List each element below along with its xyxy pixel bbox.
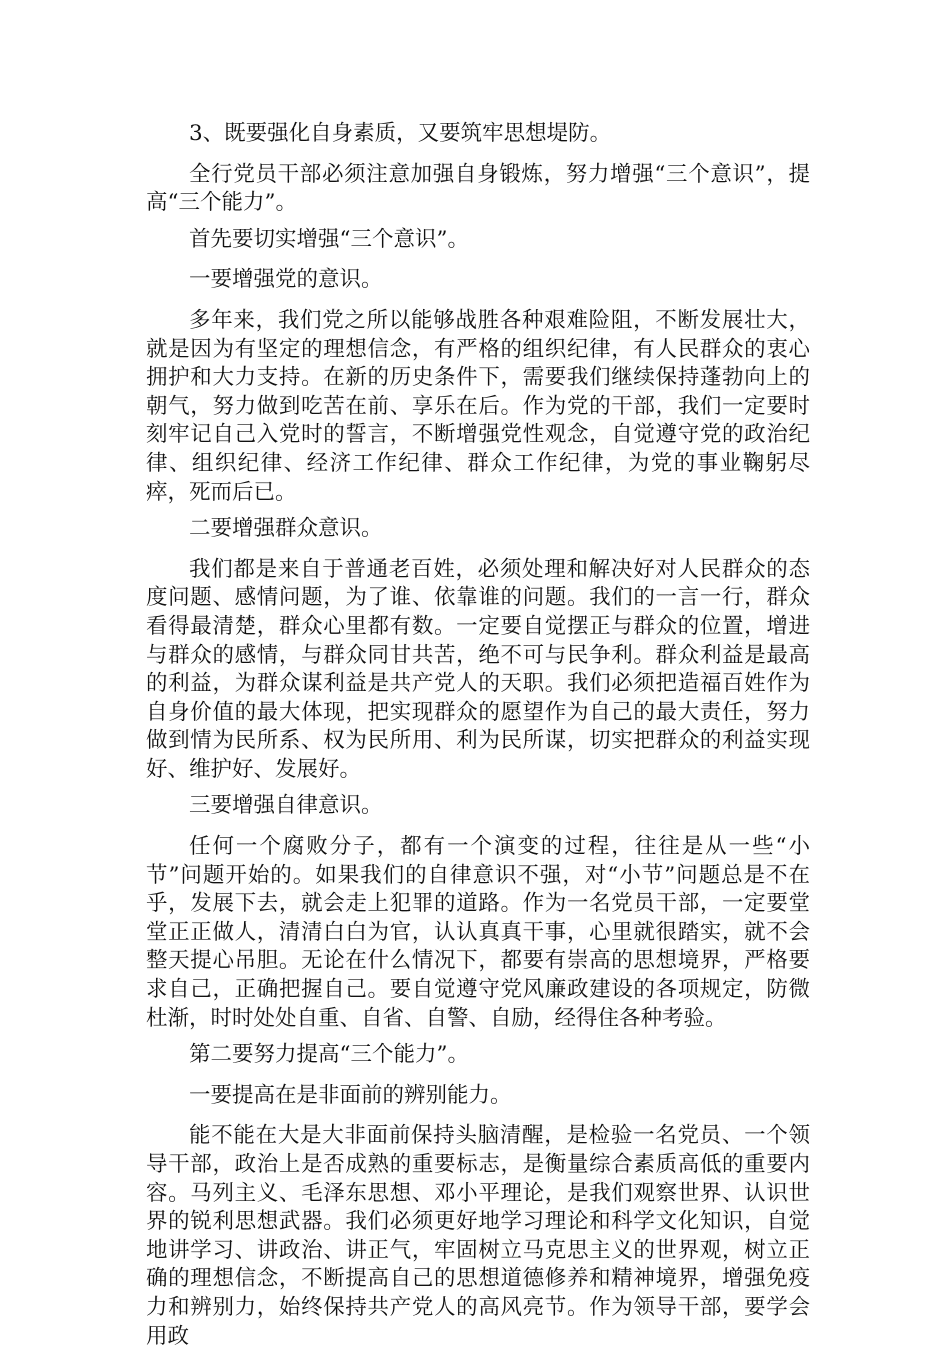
point-heading: 三要增强自律意识。: [189, 793, 383, 819]
subsection-heading: 第二要努力提高“三个能力”。: [189, 1042, 469, 1068]
subsection-heading: 首先要切实增强“三个意识”。: [189, 226, 469, 252]
body-paragraph: 能不能在大是大非面前保持头脑清醒，是检验一名党员、一个领导干部，政治上是否成熟的重要标志，是衡量综合素质高低的重要内容。马列主义、毛泽东思想、邓小平理论，是我们观察世界、认识世界的锐利思想武器。我们必须更好地学习理论和科学文化知识，自觉地讲学习、讲政治、讲正气，牢固树立马克思主义的世界观，树立正确的理想信念，不断提高自己的思想道德修养和精神境界，增强免疫力和辨别力，始终保持共产党人的高风亮节。作为领导干部，要学会用政: [146, 1123, 810, 1349]
point-heading: 一要增强党的意识。: [189, 267, 383, 293]
point-heading: 一要提高在是非面前的辨别能力。: [189, 1082, 512, 1108]
body-paragraph: 任何一个腐败分子，都有一个演变的过程，往往是从一些“小节”问题开始的。如果我们的自律意识不强，对“小节”问题总是不在乎，发展下去，就会走上犯罪的道路。作为一名党员干部，一定要堂堂正正做人，清清白白为官，认认真真干事，心里就很踏实，就不会整天提心吊胆。无论在什么情况下，都要有崇高的思想境界，严格要求自己，正确把握自己。要自觉遵守党风廉政建设的各项规定，防微杜渐，时时处处自重、自省、自警、自励，经得住各种考验。: [146, 834, 810, 1031]
document-page: [146, 120, 810, 1359]
body-paragraph: 多年来，我们党之所以能够战胜各种艰难险阻，不断发展壮大，就是因为有坚定的理想信念，有严格的组织纪律，有人民群众的衷心拥护和大力支持。在新的历史条件下，需要我们继续保持蓬勃向上的朝气，努力做到吃苦在前、享乐在后。作为党的干部，我们一定要时刻牢记自己入党时的誓言，不断增强党性观念，自觉遵守党的政治纪律、组织纪律、经济工作纪律、群众工作纪律，为党的事业鞠躬尽瘁，死而后已。: [146, 307, 810, 505]
body-paragraph: 全行党员干部必须注意加强自身锻炼，努力增强“三个意识”，提高“三个能力”。: [146, 161, 810, 216]
point-heading: 二要增强群众意识。: [189, 516, 383, 542]
section-heading: 3、既要强化自身素质，又要筑牢思想堤防。: [189, 121, 612, 146]
body-paragraph: 我们都是来自于普通老百姓，必须处理和解决好对人民群众的态度问题、感情问题，为了谁、依靠谁的问题。我们的一言一行，群众看得最清楚，群众心里都有数。一定要自觉摆正与群众的位置，增进与群众的感情，与群众同甘共苦，绝不可与民争利。群众利益是最高的利益，为群众谋利益是共产党人的天职。我们必须把造福百姓作为自身价值的最大体现，把实现群众的愿望作为自己的最大责任，努力做到情为民所系、权为民所用、利为民所谋，切实把群众的利益实现好、维护好、发展好。: [146, 556, 810, 782]
